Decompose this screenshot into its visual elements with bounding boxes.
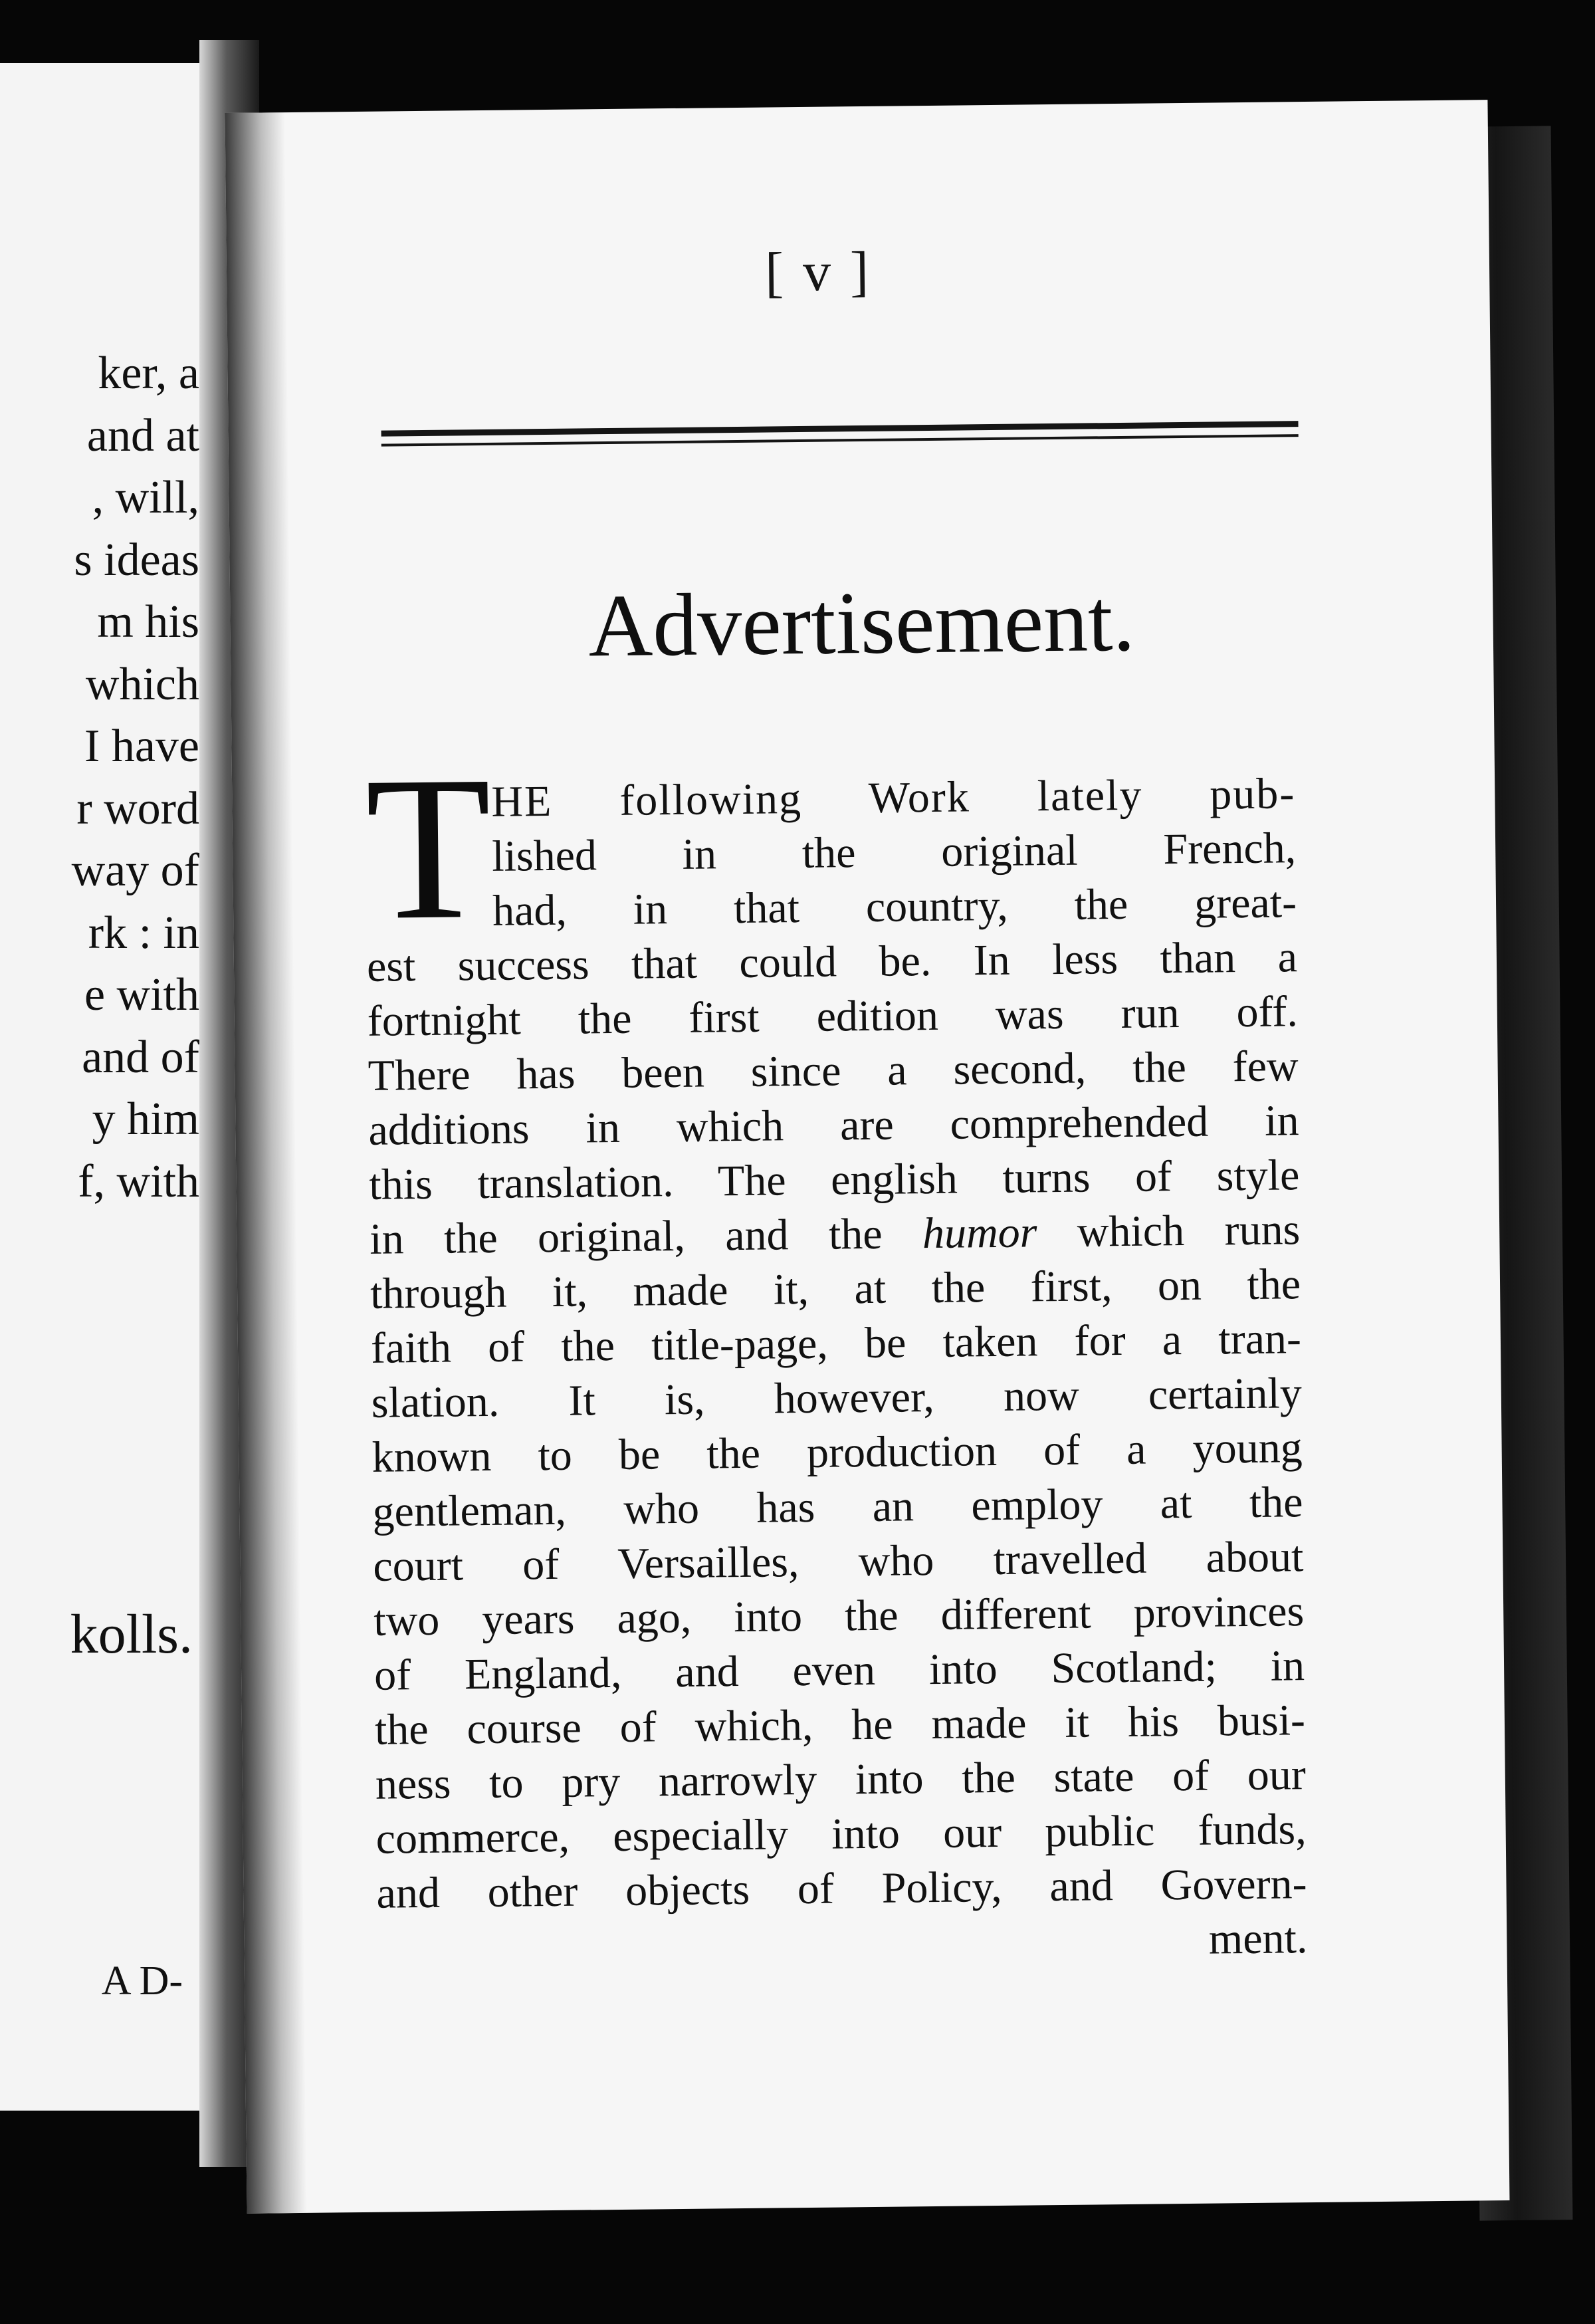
body-line: through it, made it, at the first, on the xyxy=(370,1260,1301,1318)
body-line: the course of which, he made it his busi- xyxy=(374,1696,1306,1754)
left-line: rk : in xyxy=(88,907,199,959)
left-line: way of xyxy=(71,845,199,896)
page-number: [ v ] xyxy=(764,240,872,304)
body-line: court of Versailles, who travelled about xyxy=(373,1532,1304,1591)
italic-word: humor xyxy=(922,1208,1037,1258)
body-line: faith of the title-page, be taken for a tran- xyxy=(370,1314,1302,1373)
left-line: , will, xyxy=(92,472,199,523)
left-line: m his xyxy=(97,596,199,647)
left-page-text xyxy=(0,342,199,1213)
left-page-signature-mark: A D- xyxy=(101,1958,183,2004)
header-rule-thin xyxy=(381,434,1299,446)
advertisement-body xyxy=(365,766,1308,1976)
body-line: two years ago, into the different provinces xyxy=(373,1587,1305,1645)
body-line: in the original, and the humor which runs xyxy=(369,1205,1301,1264)
left-line: f, with xyxy=(78,1155,199,1207)
body-line: this translation. The english turns of style xyxy=(369,1151,1300,1209)
body-line: lished in the original French, xyxy=(491,824,1297,881)
body-line: HE following Work lately pub- xyxy=(490,769,1296,826)
left-line: and of xyxy=(82,1031,199,1083)
left-line: ker, a xyxy=(98,348,199,399)
section-heading: Advertisement. xyxy=(587,570,1136,675)
body-line: fortnight the first edition was run off. xyxy=(367,987,1299,1046)
left-line: e with xyxy=(84,969,199,1020)
left-line: y him xyxy=(92,1094,199,1145)
body-line: and other objects of Policy, and Govern- xyxy=(376,1859,1307,1918)
body-line: slation. It is, however, now certainly xyxy=(371,1369,1303,1427)
header-rule-thick xyxy=(381,421,1299,436)
body-line: gentleman, who has an employ at the xyxy=(372,1478,1303,1536)
left-line: I have xyxy=(84,721,199,772)
left-line: s ideas xyxy=(74,534,199,586)
drop-cap-initial: T xyxy=(364,733,493,963)
left-line: r word xyxy=(76,782,199,834)
body-line: commerce, especially into our public funds, xyxy=(375,1805,1307,1863)
right-page xyxy=(225,100,1510,2214)
body-line: additions in which are comprehended in xyxy=(368,1096,1299,1155)
body-line: of England, and even into Scotland; in xyxy=(373,1641,1305,1700)
body-line: known to be the production of a young xyxy=(372,1423,1303,1482)
body-line: ness to pry narrowly into the state of our xyxy=(375,1750,1307,1809)
body-line: ment. xyxy=(1208,1914,1308,1964)
left-page-catchword: kolls. xyxy=(70,1603,193,1665)
left-line: and at xyxy=(86,409,199,461)
body-line: had, in that country, the great- xyxy=(492,878,1297,935)
body-line: est success that could be. In less than a xyxy=(366,933,1298,991)
left-facing-page xyxy=(0,63,219,2111)
left-line: which xyxy=(85,658,199,710)
body-line: There has been since a second, the few xyxy=(368,1042,1299,1100)
